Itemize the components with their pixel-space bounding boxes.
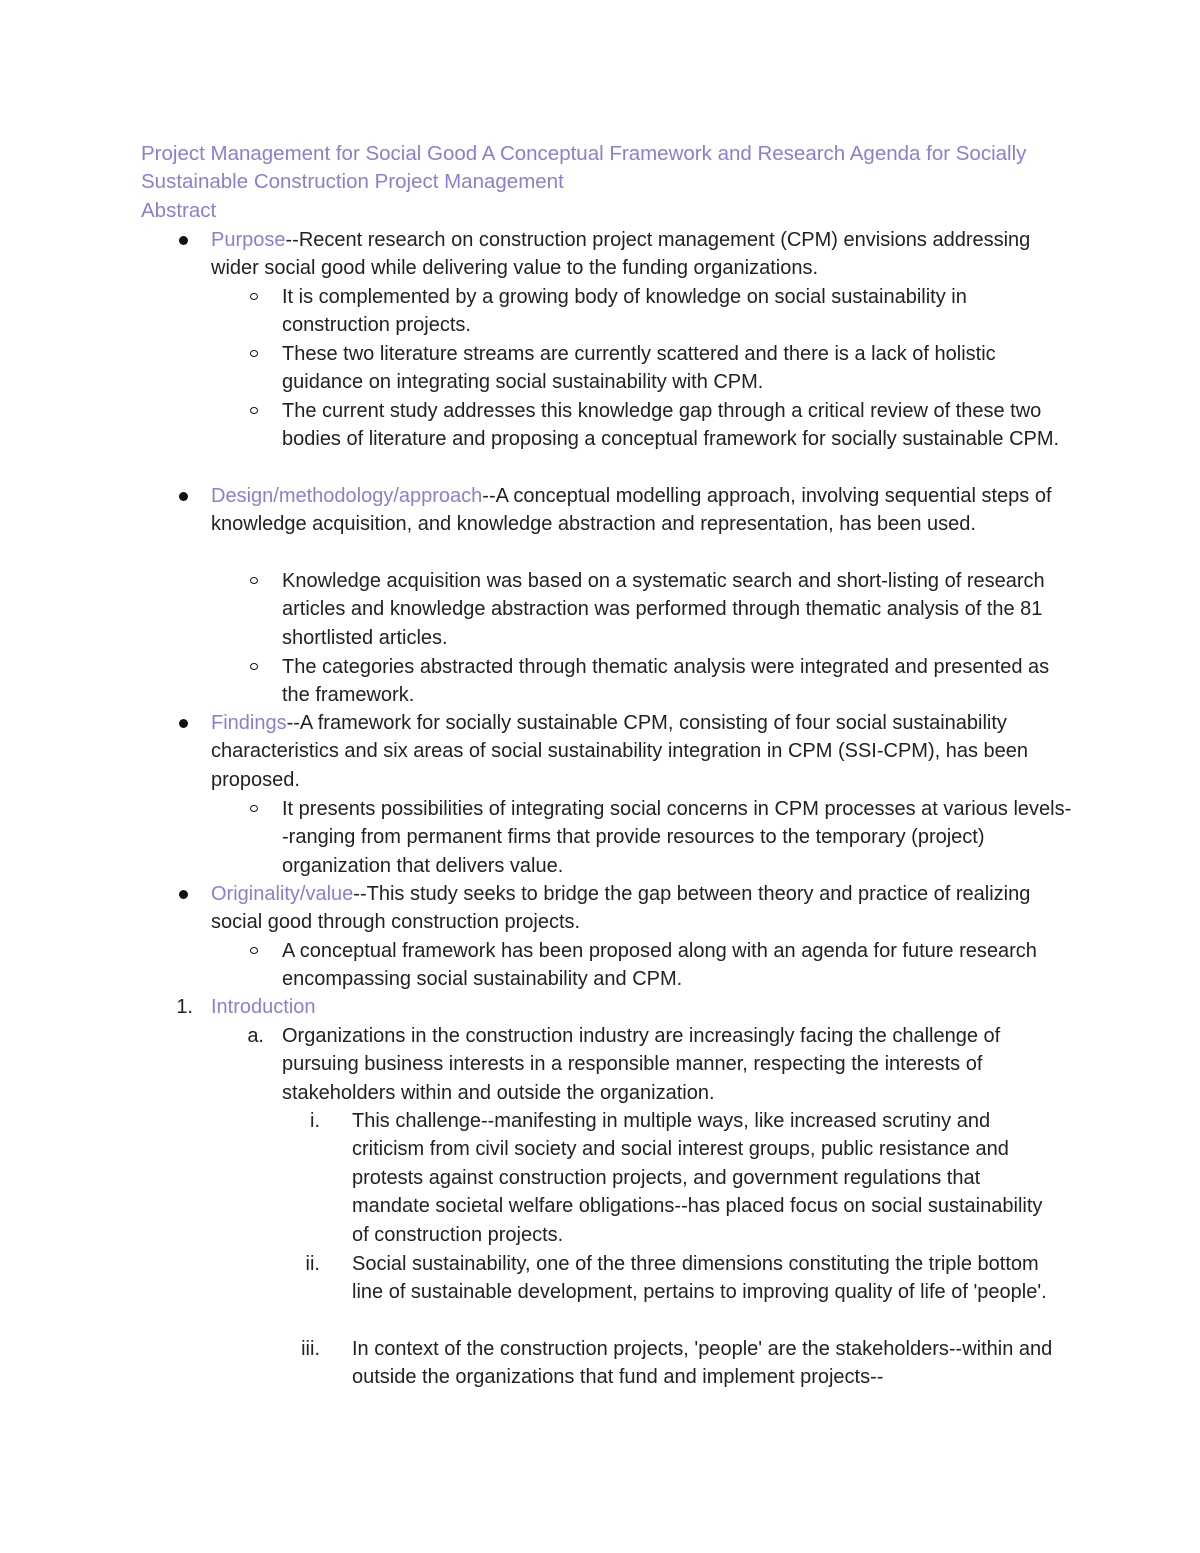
document-title: Project Management for Social Good A Conceptual Framework and Research Agenda for Socially Sustainable Construction Project Management bbox=[141, 142, 1027, 194]
abstract-subpoint: It is complemented by a growing body of knowledge on social sustainability in construction projects. bbox=[282, 286, 967, 337]
section-subitem: In context of the construction projects, 'people' are the stakeholders--within and outside the organizations that fund and implement projects-- bbox=[352, 1338, 1053, 1389]
abstract-item-design bbox=[211, 482, 1071, 539]
bullet-circle-icon bbox=[250, 947, 258, 954]
section-heading: Introduction bbox=[211, 996, 316, 1018]
abstract-subpoint: Knowledge acquisition was based on a systematic search and short-listing of research articles and knowledge abstraction was performed through thematic analysis of the 81 shortlisted articles. bbox=[282, 570, 1045, 649]
bullet-dot-icon bbox=[179, 719, 188, 728]
bullet-circle-icon bbox=[250, 805, 258, 812]
abstract-heading: Abstract bbox=[141, 199, 217, 222]
abstract-label: Design/methodology/approach bbox=[211, 485, 483, 507]
section-number: 1. bbox=[176, 996, 193, 1018]
abstract-text: --A framework for socially sustainable CPM, consisting of four social sustainability characteristics and six areas of social sustainability integration in CPM (SSI-CPM), has been proposed. bbox=[211, 712, 1029, 791]
bullet-circle-icon bbox=[250, 350, 258, 357]
abstract-text: --A conceptual modelling approach, involving sequential steps of knowledge acquisition, and knowledge abstraction and representation, has been used. bbox=[211, 485, 1052, 536]
list-marker: iii. bbox=[301, 1338, 320, 1360]
bullet-circle-icon bbox=[250, 663, 258, 670]
abstract-subpoint: The categories abstracted through thematic analysis were integrated and presented as the framework. bbox=[282, 656, 1050, 707]
bullet-circle-icon bbox=[250, 407, 258, 414]
abstract-item-originality bbox=[211, 880, 1071, 937]
abstract-label: Findings bbox=[211, 712, 287, 734]
abstract-item-purpose bbox=[211, 226, 1071, 283]
abstract-label: Purpose bbox=[211, 229, 286, 251]
section-subitem: This challenge--manifesting in multiple ways, like increased scrutiny and criticism from civil society and social interest groups, public resistance and protests against construction projects, and government regulations that mandate societal welfare obligations--has placed focus on social sustainability of construction projects. bbox=[352, 1110, 1043, 1246]
abstract-label: Originality/value bbox=[211, 883, 354, 905]
section-item-a: Organizations in the construction industry are increasingly facing the challenge of pursuing business interests in a responsible manner, respecting the interests of stakeholders within and outside the organization. bbox=[282, 1025, 1001, 1104]
abstract-text: --Recent research on construction project management (CPM) envisions addressing wider social good while delivering value to the funding organizations. bbox=[211, 229, 1031, 280]
list-marker: i. bbox=[310, 1110, 320, 1132]
abstract-subpoint: A conceptual framework has been proposed along with an agenda for future research encompassing social sustainability and CPM. bbox=[282, 940, 1037, 991]
abstract-subpoint: These two literature streams are currently scattered and there is a lack of holistic guidance on integrating social sustainability with CPM. bbox=[282, 343, 996, 394]
list-marker: ii. bbox=[305, 1253, 320, 1275]
section-subitem: Social sustainability, one of the three dimensions constituting the triple bottom line of sustainable development, pertains to improving quality of life of 'people'. bbox=[352, 1253, 1047, 1304]
abstract-subpoint: The current study addresses this knowledge gap through a critical review of these two bodies of literature and proposing a conceptual framework for socially sustainable CPM. bbox=[282, 400, 1060, 451]
bullet-dot-icon bbox=[179, 236, 188, 245]
bullet-dot-icon bbox=[179, 492, 188, 501]
abstract-subpoint: It presents possibilities of integrating social concerns in CPM processes at various levels--ranging from permanent firms that provide resources to the temporary (project) organization that delivers value. bbox=[282, 798, 1072, 877]
bullet-dot-icon bbox=[179, 890, 188, 899]
abstract-item-findings bbox=[211, 709, 1071, 794]
abstract-text: --This study seeks to bridge the gap between theory and practice of realizing social good through construction projects. bbox=[211, 883, 1031, 934]
bullet-circle-icon bbox=[250, 293, 258, 300]
bullet-circle-icon bbox=[250, 577, 258, 584]
list-marker: a. bbox=[247, 1025, 264, 1047]
